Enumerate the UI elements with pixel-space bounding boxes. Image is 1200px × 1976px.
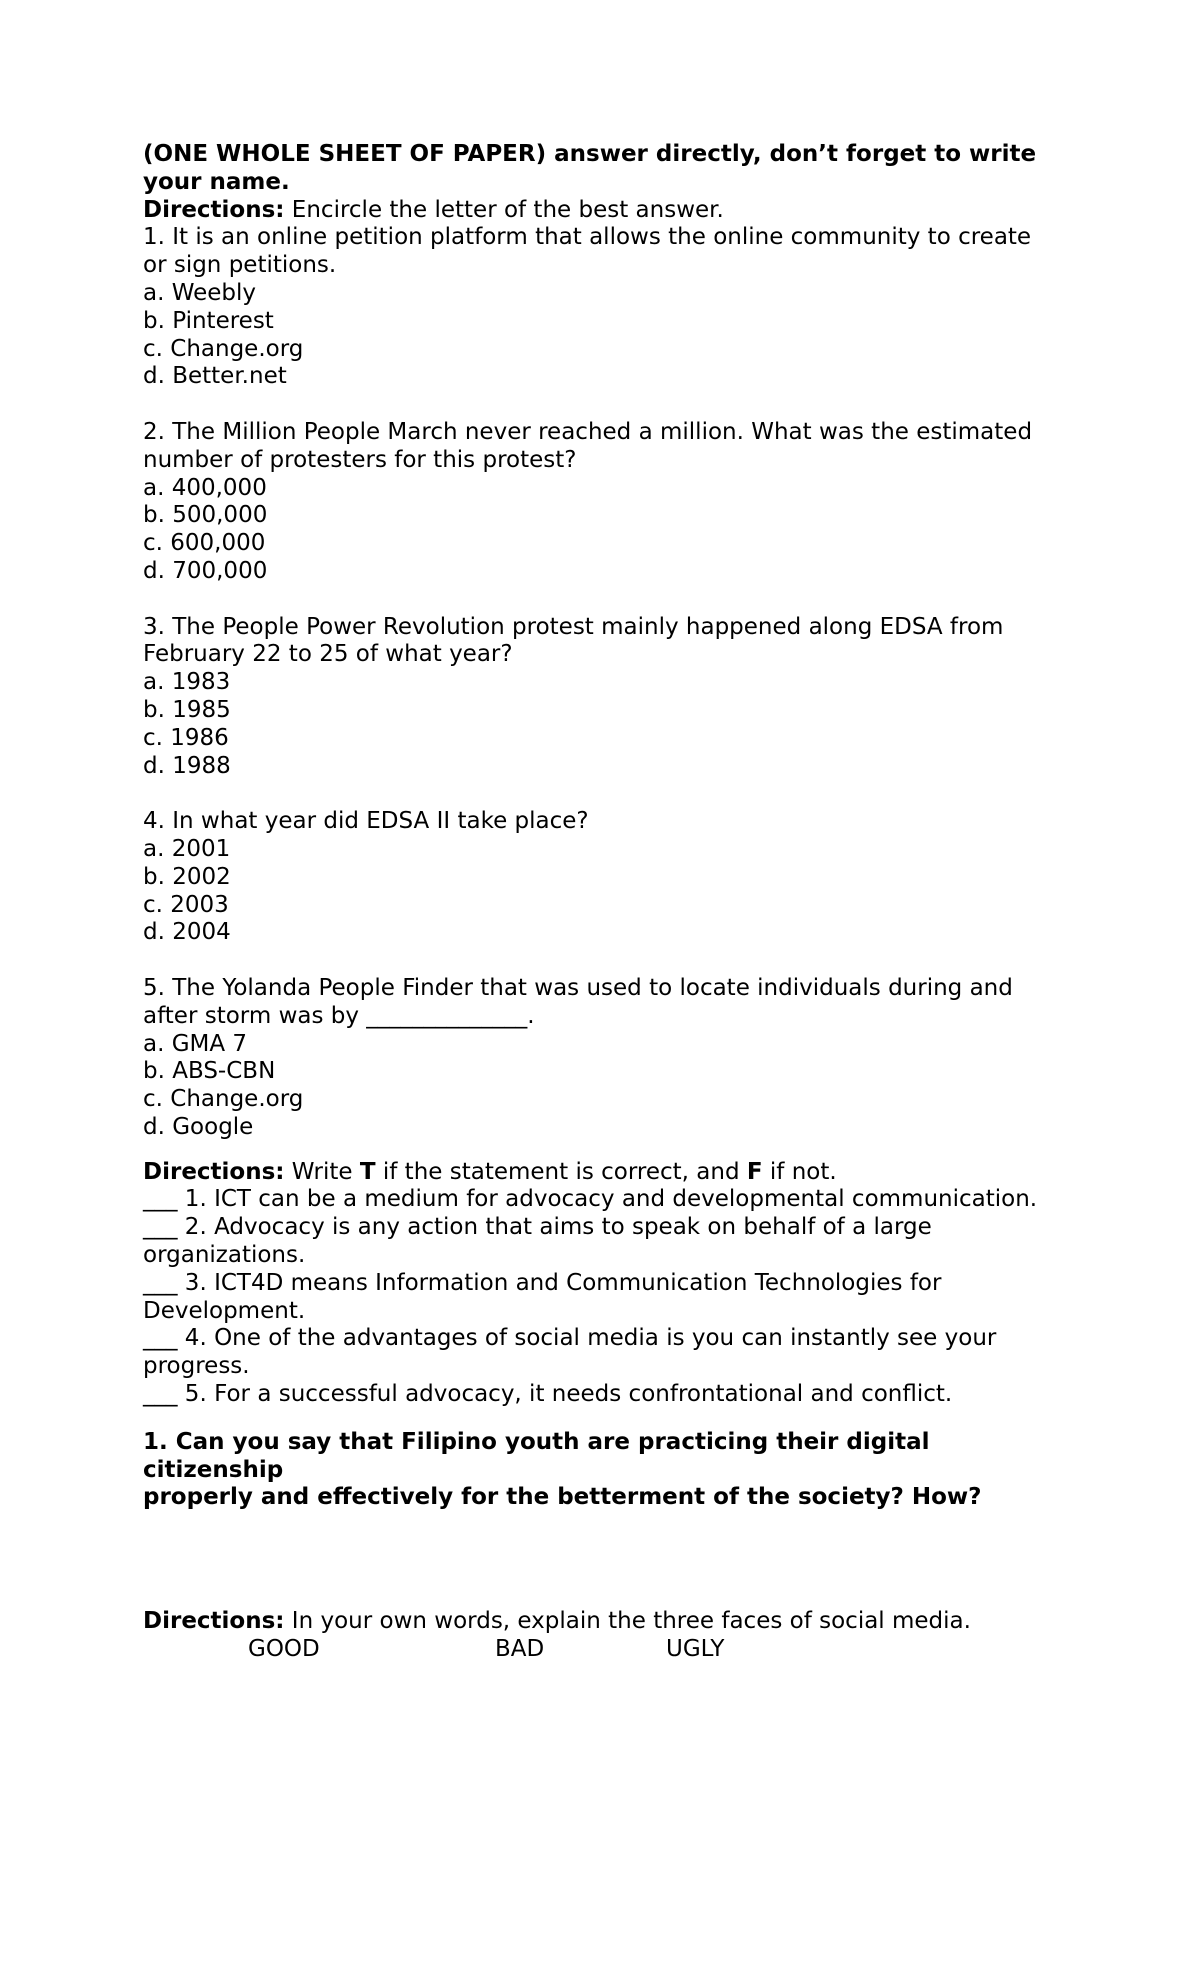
- question-3: [143, 614, 1083, 781]
- statement-text: organizations.: [143, 1242, 306, 1269]
- choice-c: c. Change.org: [143, 335, 304, 362]
- choice-c: c. 600,000: [143, 530, 266, 557]
- question-text: 4. In what year did EDSA II take place?: [143, 808, 589, 835]
- statement-text: Development.: [143, 1297, 306, 1324]
- spacer: [143, 780, 1083, 808]
- face-bad-label: BAD: [495, 1636, 545, 1663]
- true-letter: T: [359, 1158, 376, 1185]
- choice-b: b. 2002: [143, 863, 231, 890]
- directions-label: Directions:: [143, 196, 285, 223]
- statement-text: ___ 5. For a successful advocacy, it needs confrontational and conflict.: [143, 1381, 953, 1408]
- instructions-title-line1: (ONE WHOLE SHEET OF PAPER) answer directly, don’t forget to write: [143, 141, 1037, 167]
- question-text: 5. The Yolanda People Finder that was used to locate individuals during and: [143, 974, 1013, 1001]
- question-5: [143, 975, 1083, 1142]
- question-1: [143, 224, 1083, 391]
- directions-text: if not.: [762, 1158, 837, 1185]
- choice-c: c. 1986: [143, 724, 229, 751]
- choice-d: d. Google: [143, 1113, 254, 1140]
- question-2: [143, 419, 1083, 586]
- directions-label: Directions:: [143, 1608, 285, 1635]
- essay-text: 1. Can you say that Filipino youth are practicing their digital: [143, 1428, 930, 1455]
- face-ugly-label: UGLY: [666, 1636, 725, 1663]
- essay-question: [143, 1429, 1083, 1512]
- social-media-faces: [143, 1636, 1083, 1664]
- choice-c: c. Change.org: [143, 1086, 304, 1113]
- statement-5: [143, 1381, 1083, 1409]
- question-4: [143, 808, 1083, 947]
- choice-a: a. Weebly: [143, 279, 257, 306]
- part3-directions: [143, 1608, 1083, 1636]
- face-good-label: GOOD: [248, 1636, 320, 1663]
- worksheet-page: [143, 141, 1083, 1664]
- question-text: after storm was by ______________.: [143, 1002, 535, 1029]
- choice-a: a. 400,000: [143, 474, 267, 501]
- directions-text: In your own words, explain the three faces of social media.: [284, 1608, 971, 1635]
- choice-a: a. GMA 7: [143, 1030, 248, 1057]
- spacer: [143, 586, 1083, 614]
- spacer: [143, 1142, 1083, 1159]
- choice-d: d. 1988: [143, 752, 231, 779]
- choice-b: b. ABS-CBN: [143, 1058, 276, 1085]
- choice-d: d. Better.net: [143, 363, 287, 390]
- question-text: 2. The Million People March never reached a million. What was the estimated: [143, 418, 1033, 445]
- choice-a: a. 2001: [143, 835, 231, 862]
- choice-b: b. 500,000: [143, 502, 268, 529]
- statement-text: ___ 3. ICT4D means Information and Communication Technologies for: [143, 1269, 942, 1296]
- question-text: or sign petitions.: [143, 252, 337, 279]
- spacer: [143, 1409, 1083, 1429]
- directions-text: if the statement is correct, and: [375, 1158, 747, 1185]
- statement-4: [143, 1325, 1083, 1381]
- part2-directions: [143, 1159, 1083, 1187]
- choice-b: b. Pinterest: [143, 307, 274, 334]
- directions-text: Write: [284, 1158, 360, 1185]
- statement-3: [143, 1270, 1083, 1326]
- part1-directions: [143, 197, 1083, 225]
- false-letter: F: [746, 1158, 763, 1185]
- essay-text: properly and effectively for the betterment of the society? How?: [143, 1484, 982, 1511]
- question-text: 1. It is an online petition platform that allows the online community to create: [143, 224, 1032, 251]
- choice-d: d. 700,000: [143, 557, 268, 584]
- statement-text: progress.: [143, 1353, 250, 1380]
- statement-1: [143, 1186, 1083, 1214]
- statement-text: ___ 4. One of the advantages of social media is you can instantly see your: [143, 1325, 997, 1352]
- statement-2: [143, 1214, 1083, 1270]
- statement-text: ___ 1. ICT can be a medium for advocacy and developmental communication.: [143, 1186, 1038, 1213]
- spacer: [143, 947, 1083, 975]
- answer-space: [143, 1512, 1083, 1608]
- question-text: February 22 to 25 of what year?: [143, 641, 513, 668]
- question-text: 3. The People Power Revolution protest mainly happened along EDSA from: [143, 613, 1004, 640]
- question-text: number of protesters for this protest?: [143, 446, 577, 473]
- choice-c: c. 2003: [143, 891, 229, 918]
- spacer: [143, 391, 1083, 419]
- directions-label: Directions:: [143, 1158, 285, 1185]
- choice-d: d. 2004: [143, 919, 231, 946]
- statement-text: ___ 2. Advocacy is any action that aims to speak on behalf of a large: [143, 1214, 932, 1241]
- choice-b: b. 1985: [143, 696, 231, 723]
- essay-text: citizenship: [143, 1456, 284, 1483]
- choice-a: a. 1983: [143, 669, 231, 696]
- directions-text: Encircle the letter of the best answer.: [284, 196, 724, 223]
- instructions-title-line2: your name.: [143, 168, 290, 195]
